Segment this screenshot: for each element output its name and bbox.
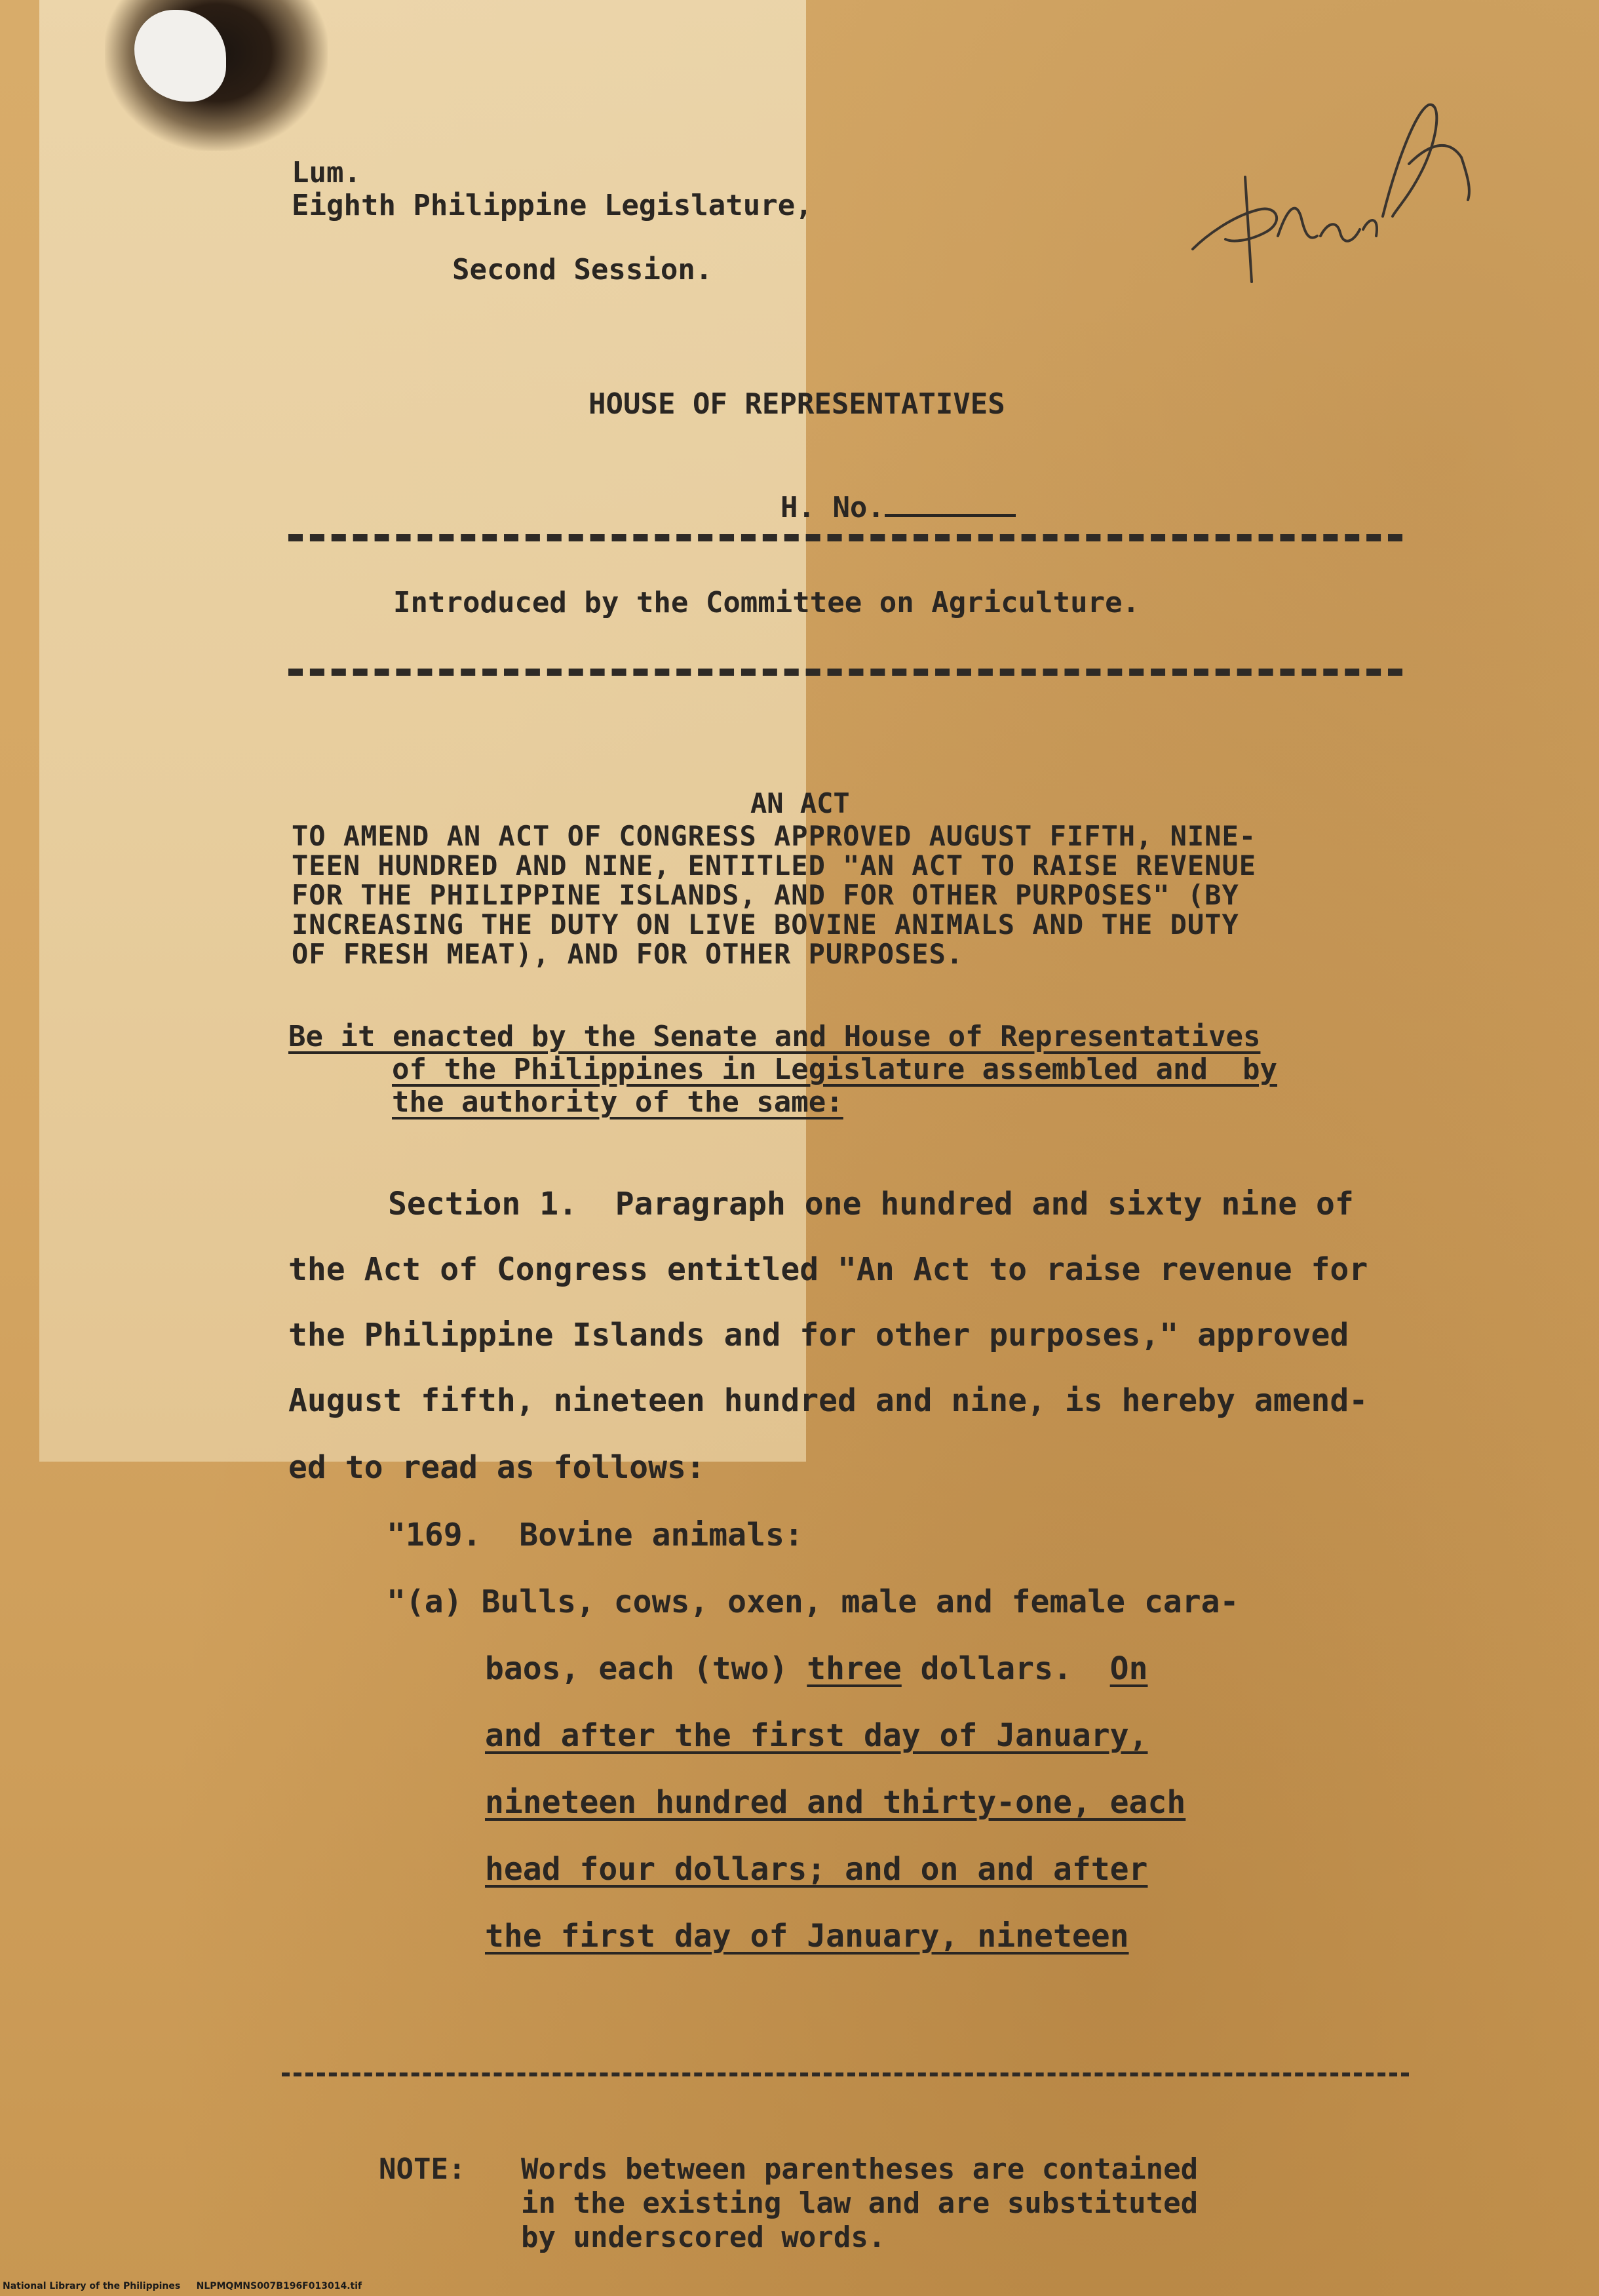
item-a-second-line [485, 1650, 1148, 1687]
house-title: HOUSE OF REPRESENTATIVES [588, 387, 1005, 421]
note-line: in the existing law and are substituted [521, 2187, 1199, 2220]
note-line: by underscored words. [521, 2221, 886, 2254]
section1-line: the Philippine Islands and for other purposes," approved [288, 1317, 1349, 1353]
section1-line: Section 1. Paragraph one hundred and sixty nine of [388, 1186, 1354, 1222]
paragraph-169-heading: "169. Bovine animals: [387, 1517, 803, 1553]
header-legislature: Eighth Philippine Legislature, [292, 189, 813, 222]
section1-line: ed to read as follows: [288, 1449, 705, 1486]
item-a-new-text-line: head four dollars; and on and after [485, 1851, 1148, 1888]
header-session: Second Session. [452, 253, 713, 286]
section1-line: the Act of Congress entitled "An Act to raise revenue for [288, 1251, 1368, 1288]
act-title-line: TEEN HUNDRED AND NINE, ENTITLED "AN ACT TO RAISE REVENUE [292, 849, 1257, 882]
note-line: Words between parentheses are contained [521, 2152, 1199, 2186]
section1-line: August fifth, nineteen hundred and nine, is hereby amend- [288, 1382, 1368, 1419]
header-initials: Lum. [292, 156, 361, 189]
item-a-new-start: On [1109, 1650, 1148, 1687]
item-a-first-line: "(a) Bulls, cows, oxen, male and female cara- [387, 1584, 1239, 1620]
enacting-clause-line: Be it enacted by the Senate and House of Representatives [288, 1020, 1261, 1053]
introduced-by: Introduced by the Committee on Agriculture. [393, 586, 1140, 619]
enacting-clause-line: of the Philippines in Legislature assembled and by [392, 1053, 1278, 1086]
item-a-substituted: three [807, 1650, 902, 1687]
bill-number-label: H. No. [780, 491, 885, 524]
dashed-separator [288, 669, 1402, 676]
footnote-rule [282, 2072, 1409, 2076]
act-title-line: OF FRESH MEAT), AND FOR OTHER PURPOSES. [292, 938, 964, 970]
item-a-new-text-line: the first day of January, nineteen [485, 1918, 1129, 1955]
item-a-new-text-line: and after the first day of January, [485, 1717, 1148, 1754]
note-label: NOTE: [379, 2152, 466, 2186]
act-heading: AN ACT [750, 787, 850, 819]
item-a-mid: dollars. [901, 1650, 1110, 1687]
act-title-line: FOR THE PHILIPPINE ISLANDS, AND FOR OTHER PURPOSES" (BY [292, 879, 1239, 911]
dashed-separator [288, 534, 1402, 541]
item-a-plain: baos, each (two) [485, 1650, 807, 1687]
bill-number-blank [885, 488, 1016, 517]
handwritten-signature [1180, 85, 1481, 302]
act-title-line: INCREASING THE DUTY ON LIVE BOVINE ANIMALS AND THE DUTY [292, 908, 1239, 941]
item-a-new-text-line: nineteen hundred and thirty-one, each [485, 1784, 1186, 1821]
archive-footer: National Library of the Philippines NLPMQMNS007B196F013014.tif [3, 2281, 362, 2291]
enacting-clause-line: the authority of the same: [392, 1085, 843, 1119]
act-title-line: TO AMEND AN ACT OF CONGRESS APPROVED AUGUST FIFTH, NINE- [292, 820, 1257, 852]
